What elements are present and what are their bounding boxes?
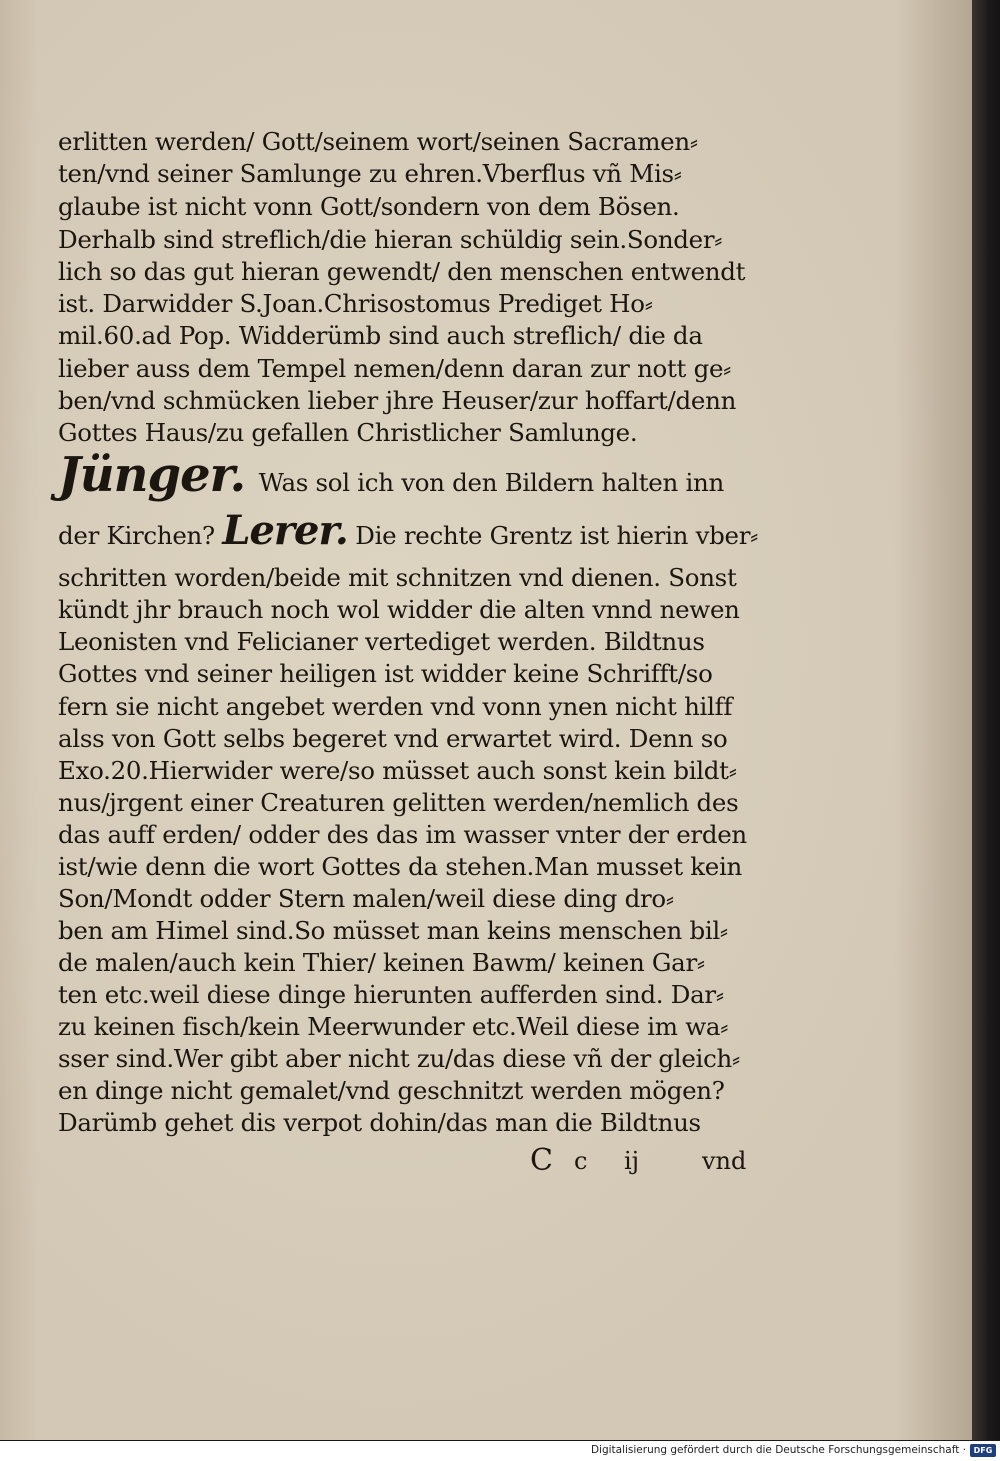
footer-bar bbox=[0, 1441, 1000, 1461]
text-line: ist. Darwidder S.Joan.Chrisostomus Prediget Ho⸗ bbox=[58, 289, 653, 318]
answer-line bbox=[58, 507, 758, 554]
text-line: ben am Himel sind.So müsset man keins menschen bil⸗ bbox=[58, 916, 728, 945]
text-line: sser sind.Wer gibt aber nicht zu/das diese vñ der gleich⸗ bbox=[58, 1044, 740, 1073]
dfg-logo-icon: DFG bbox=[970, 1444, 996, 1457]
text-line: Gottes vnd seiner heiligen ist widder keine Schrifft/so bbox=[58, 659, 713, 688]
text-line: fern sie nicht angebet werden vnd vonn ynen nicht hilff bbox=[58, 692, 733, 721]
text-line: ten etc.weil diese dinge hierunten aufferden sind. Dar⸗ bbox=[58, 980, 724, 1009]
text-line: das auff erden/ odder des das im wasser vnter der erden bbox=[58, 820, 747, 849]
text-line: kündt jhr brauch noch wol widder die alten vnnd newen bbox=[58, 595, 740, 624]
text-line: schritten worden/beide mit schnitzen vnd dienen. Sonst bbox=[58, 563, 737, 592]
text-line: erlitten werden/ Gott/seinem wort/seinen Sacramen⸗ bbox=[58, 127, 698, 156]
funding-credit: Digitalisierung gefördert durch die Deutsche Forschungsgemeinschaft · bbox=[590, 1444, 966, 1456]
signature-numeral: ij bbox=[624, 1147, 640, 1175]
text-line: de malen/auch kein Thier/ keinen Bawm/ keinen Gar⸗ bbox=[58, 948, 705, 977]
question-line bbox=[58, 447, 724, 503]
catchword: vnd bbox=[702, 1147, 747, 1175]
text-line: ist/wie denn die wort Gottes da stehen.Man musset kein bbox=[58, 852, 743, 881]
text-line: mil.60.ad Pop. Widderümb sind auch streflich/ die da bbox=[58, 321, 703, 350]
text-line: zu keinen fisch/kein Meerwunder etc.Weil diese im wa⸗ bbox=[58, 1012, 729, 1041]
text-line: alss von Gott selbs begeret vnd erwartet wird. Denn so bbox=[58, 724, 728, 753]
answer-lead: der Kirchen? bbox=[58, 521, 215, 550]
signature-small: c bbox=[574, 1147, 588, 1175]
text-line: Gottes Haus/zu gefallen Christlicher Samlunge. bbox=[58, 418, 638, 447]
text-line: Son/Mondt odder Stern malen/weil diese ding dro⸗ bbox=[58, 884, 674, 913]
text-line: en dinge nicht gemalet/vnd geschnitzt werden mögen? bbox=[58, 1076, 725, 1105]
question-text: Was sol ich von den Bildern halten inn bbox=[258, 468, 724, 497]
book-binding-edge bbox=[972, 0, 1000, 1440]
text-line: lieber auss dem Tempel nemen/denn daran zur nott ge⸗ bbox=[58, 354, 732, 383]
text-line: glaube ist nicht vonn Gott/sondern von dem Bösen. bbox=[58, 192, 680, 221]
speaker-lerer: Lerer. bbox=[222, 507, 348, 554]
speaker-juenger: Jünger. bbox=[58, 447, 246, 503]
text-line: Darümb gehet dis verpot dohin/das man die Bildtnus bbox=[58, 1108, 701, 1137]
signature-letter: C bbox=[530, 1143, 553, 1178]
answer-text: Die rechte Grentz ist hierin vber⸗ bbox=[355, 521, 758, 550]
text-line: ben/vnd schmücken lieber jhre Heuser/zur hoffart/denn bbox=[58, 386, 737, 415]
text-line: Exo.20.Hierwider were/so müsset auch sonst kein bildt⸗ bbox=[58, 756, 737, 785]
text-line: Derhalb sind streflich/die hieran schüldig sein.Sonder⸗ bbox=[58, 225, 723, 254]
text-line: Leonisten vnd Felicianer vertediget werden. Bildtnus bbox=[58, 627, 705, 656]
text-line: ten/vnd seiner Samlunge zu ehren.Vberflus vñ Mis⸗ bbox=[58, 159, 682, 188]
text-line: nus/jrgent einer Creaturen gelitten werden/nemlich des bbox=[58, 788, 739, 817]
text-line: lich so das gut hieran gewendt/ den menschen entwendt bbox=[58, 257, 746, 286]
